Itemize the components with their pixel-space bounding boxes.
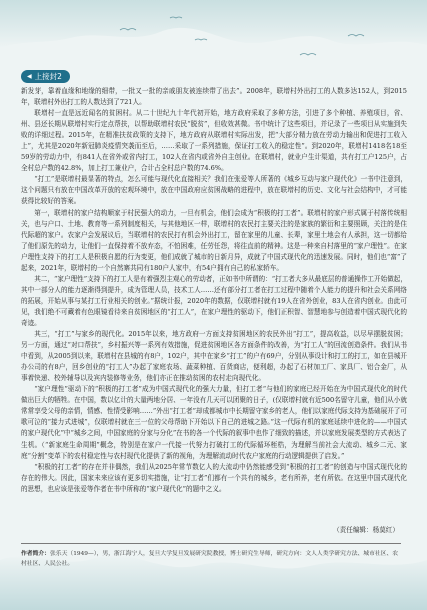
editor-credit: （责任编辑：杨莫红）	[333, 526, 399, 534]
author-bio-text: 张乐天（1949—），男，浙江海宁人，复旦大学复旦发展研究院教授，博士研究生导师，研究方向：文人人类学研究方法、城市社区、农村社区、人民公社。	[21, 551, 399, 567]
top-hills	[0, 0, 427, 48]
paragraph-6: 其三，“打工”与家乡的现代化。2015年以来，地方政府一方面支持贫困地区的农民外出“打工”，提高收益，以尽早摆脱贫困；另一方面，通过“对口帮扶”，乡村振兴等一系列有效措施，促进贫困地区各方面条件的改善，为“打工人”的回流创造条件。我们从书中看到，从2005到以来，联增村在县城的有8户，102户，其中在家乡“打工”的户有69户，分别从事设计和打工的打工，如在县城开办公司的有8户，回乡创业的“打工人”办起了家庭农场、蔬菜种植、百货商店，便利超，办起了石材加工厂、家具厂、铝合金厂，从事着快递、校外辅导以及宾内装修等业务，他们亦正在推动贫困的农村走向现代化。	[21, 330, 407, 383]
paragraph-7: “家户理性”驱动下的“积极的打工者”成为中国式现代化的强大力量，但打工者“与他们的家庭已经开始在为中国式现代化的时代做出巨大的牺牲。在中国，数以亿计的大量两地分居、一年没有几天可以团聚的日子，(仅联增村就有近500名留守儿童，他们从小就常常享受父母的亲情，情感、性情受影响……”外出“打工者”却成都城市中长期留守家乡的老人，他们以家庭代际支持为基础展开了可歌可泣的“接力式进城”，仅联增村就在三一位的父母帮助下开始以下自己的进城之路。”这一代际有机的家庭延续中进化的——中国式的家户现代化”中“城乡之间，中国家庭的分家与分化”在书的各一个代际的叙事中也作了细致的描述，并以家庭发展类型的方式表达了生机。（“新家庭生命周期”概念，特别是在家户一代接一代努力打破打工的代际循环桎梏，为理解当前社会大流动、城乡二元、家庭“分割”变革下的农村稳定性与农村现代化提供了新的视角，为理解流动时代农户家庭的行动逻辑提供了启发。”	[21, 385, 407, 460]
author-bio	[21, 543, 401, 569]
author-bio-label: 作者简介：	[21, 551, 50, 557]
paragraph-3: “打工”是联增村最显著的特点，怎么可能与现代化直接相关？我们在张爱等人所著的《城乡互动与家户现代化》一书中注意到，这个问题只有放在中国改革开放的宏观环境中，放在中国政府应贫困战略的进程中，放在联增村的历史、文化与社会结构中，才可能获得比较好的答案。	[21, 175, 407, 206]
paragraph-5: 其二，“家户理性”支持下的打工人是有着强烈主观心的劳动者，正如书中所谓的：“打工者大多从最底层的普通操作工开始做起，其中一部分人的能力逐渐得到提升，成为管理人员，技术工人……还有部分打工者在打工过程中随着个人能力的提升和社会关系网络的拓展，开始从事与某打工行业相关的创业。”据统计报，2020年的数据，仅联增村就有19人在省外创业，83人在省内创业。由此可见，我们绝不可藏着有色眼镜看待来自贫困地区的“打工人”，在家户理性的驱动下，他们正积智、智慧地参与创造着中国式现代化的奇迹。	[21, 274, 407, 327]
paragraph-8: “积极的打工者”的存在并非偶然，我们从2025年常节数亿人的大流动中仍然能感受到“积极的打工者”的创造与中国式现代化的存在的伟大。因此，国家未来应该有更多切实措施，让“打工者”们都有一个共有的城乡，老有所养，老有所依。在这里中国式现代化的思想，也应该是张爱等作者在书中所称的“家户现代化”的题中之义。	[21, 462, 407, 493]
paragraph-4: 第一，联增村的家户结构顺家于村民强大的动力，一旦有机会，他们会成为“积极的打工者”。联增村的家户形式属于村落传统相关，也与户口、土地、教育等一系列制度相关，与其他地区一样，联增村的农民打主要关注的是家族的繁衍和主要照顾，关注的是住代际超的家户。农家户会发展议后，当联增村的农民打有机会外出打工，留在家里的儿童、长辈，家里土地会有人承担，这一切都给了他们原先的动力，让他们一直保持着不放弃态，不怕困难，任劳任怨，将往直前的精神。这是一种来自村落里的“家户理性”。在家户理性支持下的打工人是积极自愿的行为变更，他们成就了城市的日新月异，成就了中国式现代化的迅速发展。同时，他们也“富”了起来，2021年，联增村的一个自然寨共同有180户人家中，有54户拥有自己的私家轿车。	[21, 208, 407, 272]
article-body	[21, 86, 407, 495]
continued-from-label: 上接封2	[34, 72, 62, 81]
triangle-left-icon: ◀	[27, 73, 32, 80]
paragraph-1: 新发芽，靠着血缘和地缘的细带，一批又一批的亲戚朋友被连续带了出去”。2008年，联增村外出打工的人数多达152人，到2015年，联增村外出打工的人数达到了721人。	[21, 87, 407, 107]
continued-from-cover-tag[interactable]	[21, 70, 70, 83]
paragraph-2: 联增村一直是远近闻名的贫困村。从二十世纪九十年代初开始，地方政府采取了多种方法，引进了多个种植、养殖项目，省、州、县还长期从联增村实行定点帮扶，以帮助联增村农民“脱贫”，但收效甚微。书中统计了这些项目，并记录了一些项目从实施到失败的详细过程。2015年，在精准扶贫政策的支持下，地方政府从联增村实际出发，把“大部分精力放在劳动力输出和促进打工收入上”，尤其是2020年新冠肺炎疫情突袭而至后，……采取了一系列措施，保证打工收入的稳定性”。到2020年，联增村1418名18至59岁的劳动力中，有841人在省外或省内打工，102人在省内或省外自主创业。在联增村，就业户生计渠道，共有打工户125户，占全村总户数的42.8%，加上打工兼业户，合计占全村总户数的74.6%。	[21, 109, 407, 173]
